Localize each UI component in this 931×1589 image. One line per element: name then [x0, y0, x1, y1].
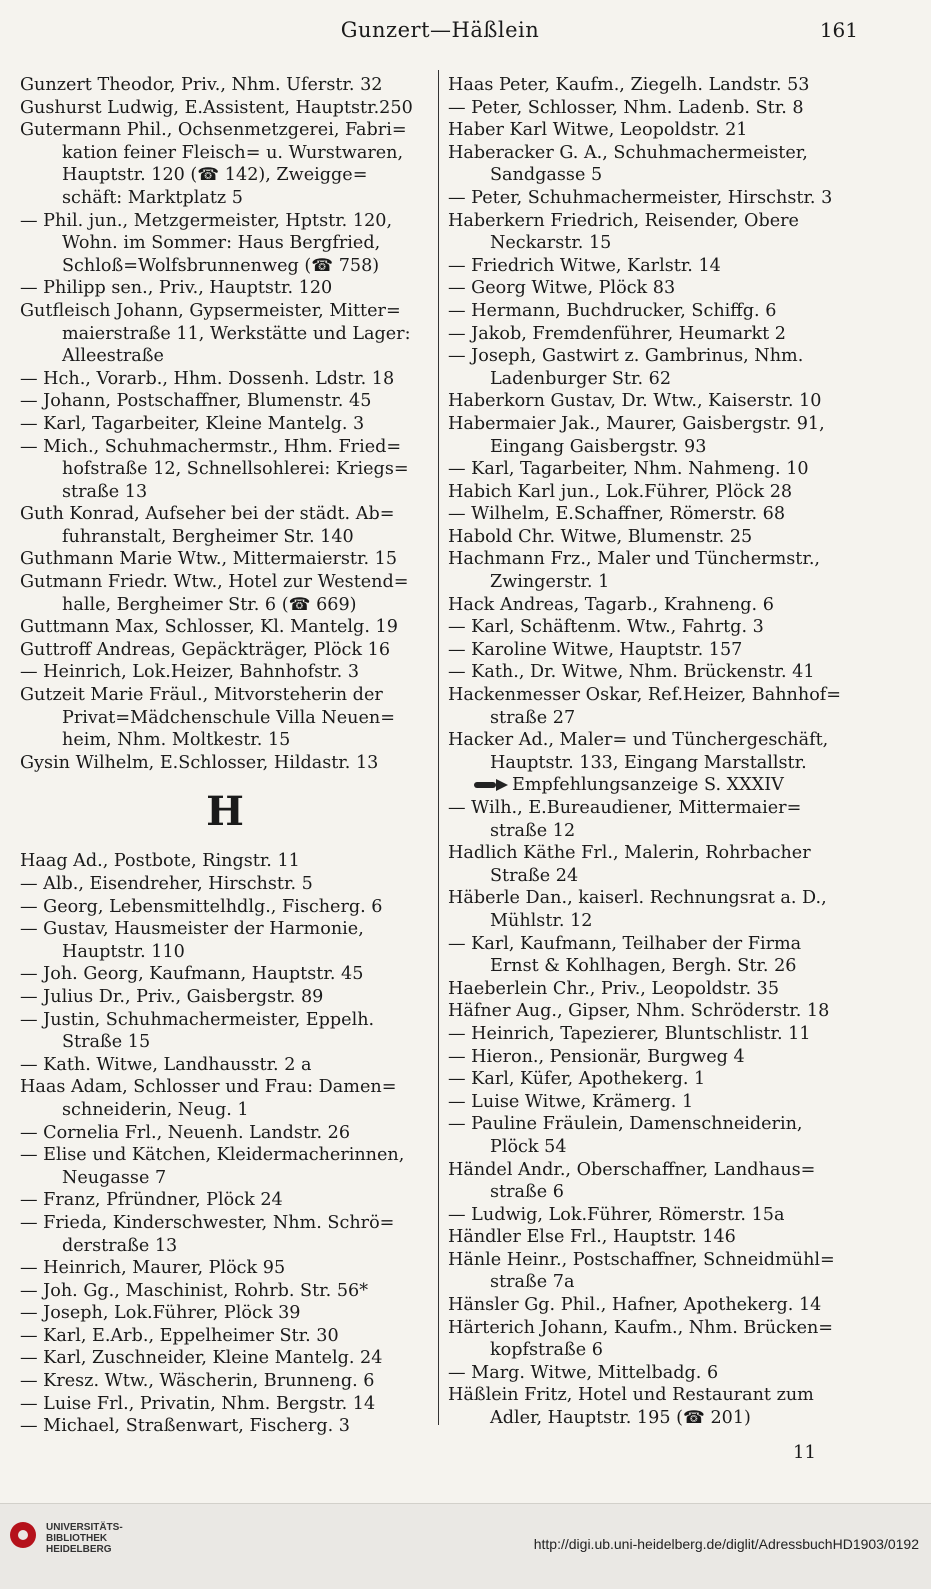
directory-entry: — Georg Witwe, Plöck 83: [448, 278, 676, 299]
directory-entry: — Gustav, Hausmeister der Harmonie,: [20, 919, 364, 940]
directory-entry: — Luise Frl., Privatin, Nhm. Bergstr. 14: [20, 1393, 376, 1414]
directory-entry: Haag Ad., Postbote, Ringstr. 11: [20, 851, 300, 872]
directory-entry: — Karl, Kaufmann, Teilhaber der Firma: [448, 933, 802, 954]
entry-continuation: Ladenburger Str. 62: [490, 368, 672, 389]
entry-continuation: Adler, Hauptstr. 195 (☎ 201): [490, 1408, 751, 1429]
entry-continuation: Neckarstr. 15: [490, 233, 612, 254]
directory-entry: Gutfleisch Johann, Gypsermeister, Mitter=: [20, 300, 401, 321]
pointing-hand-icon: [474, 779, 508, 791]
left-column: [20, 74, 430, 1438]
directory-entry: Händler Else Frl., Hauptstr. 146: [448, 1227, 736, 1248]
directory-entry: — Mich., Schuhmachermstr., Hhm. Fried=: [20, 436, 402, 457]
entry-continuation: Sandgasse 5: [490, 165, 603, 186]
directory-entry: — Kath., Dr. Witwe, Nhm. Brückenstr. 41: [448, 662, 815, 683]
entry-continuation: Neugasse 7: [62, 1167, 167, 1188]
directory-entry: Hadlich Käthe Frl., Malerin, Rohrbacher: [448, 843, 811, 864]
entry-continuation: hofstraße 12, Schnellsohlerei: Kriegs=: [62, 459, 409, 480]
directory-entry: — Joseph, Lok.Führer, Plöck 39: [20, 1303, 301, 1324]
entry-continuation: Hauptstr. 110: [62, 941, 185, 962]
entry-continuation: maierstraße 11, Werkstätte und Lager:: [62, 323, 411, 344]
directory-entry: Guth Konrad, Aufseher bei der städt. Ab=: [20, 504, 395, 525]
entry-continuation: straße 6: [490, 1182, 564, 1203]
directory-entry: — Wilh., E.Bureaudiener, Mittermaier=: [448, 798, 802, 818]
directory-entry: Hänle Heinr., Postschaffner, Schneidmühl=: [448, 1249, 835, 1270]
directory-entry: — Marg. Witwe, Mittelbadg. 6: [448, 1362, 719, 1383]
directory-entry: Haas Peter, Kaufm., Ziegelh. Landstr. 53: [448, 75, 810, 95]
directory-entry: Haberkern Friedrich, Reisender, Obere: [448, 210, 799, 231]
source-url-link[interactable]: http://digi.ub.uni-heidelberg.de/diglit/AdressbuchHD1903/0192: [533, 1536, 919, 1552]
directory-entry: — Hch., Vorarb., Hhm. Dossenh. Ldstr. 18: [20, 368, 395, 389]
entry-continuation: Straße 15: [62, 1032, 151, 1053]
directory-entry: Habermaier Jak., Maurer, Gaisbergstr. 91,: [448, 413, 825, 434]
entry-continuation: Plöck 54: [490, 1136, 567, 1157]
page-header: [22, 18, 858, 46]
directory-entry: Hackenmesser Oskar, Ref.Heizer, Bahnhof=: [448, 685, 842, 706]
directory-entry: — Kresz. Wtw., Wäscherin, Brunneng. 6: [20, 1371, 375, 1392]
entry-continuation: Straße 24: [490, 865, 579, 886]
page-title: Gunzert—Häßlein: [340, 18, 540, 42]
directory-entry: — Justin, Schuhmachermeister, Eppelh.: [20, 1009, 375, 1030]
directory-entry: — Karl, Schäftenm. Wtw., Fahrtg. 3: [448, 617, 764, 638]
directory-entry: — Heinrich, Maurer, Plöck 95: [20, 1258, 286, 1279]
directory-entry: Gutmann Friedr. Wtw., Hotel zur Westend=: [20, 572, 409, 593]
directory-entry: Guttroff Andreas, Gepäckträger, Plöck 16: [20, 639, 391, 660]
directory-entry: — Hermann, Buchdrucker, Schiffg. 6: [448, 300, 777, 321]
directory-entry: Hachmann Frz., Maler und Tünchermstr.,: [448, 549, 821, 570]
page-number: 161: [819, 18, 858, 42]
directory-entry: — Karoline Witwe, Hauptstr. 157: [448, 639, 743, 660]
entry-continuation: kation feiner Fleisch= u. Wurstwaren,: [62, 142, 404, 163]
directory-entry: — Johann, Postschaffner, Blumenstr. 45: [20, 391, 372, 412]
entry-continuation: halle, Bergheimer Str. 6 (☎ 669): [62, 594, 357, 615]
directory-entry: — Pauline Fräulein, Damenschneiderin,: [448, 1114, 803, 1135]
directory-entry: — Georg, Lebensmittelhdlg., Fischerg. 6: [20, 896, 383, 917]
directory-entry: — Friedrich Witwe, Karlstr. 14: [448, 255, 721, 276]
entry-continuation: Hauptstr. 133, Eingang Marstallstr.: [490, 752, 807, 773]
directory-entry: Gutermann Phil., Ochsenmetzgerei, Fabri=: [20, 120, 407, 141]
directory-entry: — Julius Dr., Priv., Gaisbergstr. 89: [20, 986, 324, 1007]
entry-continuation: Eingang Gaisbergstr. 93: [490, 436, 707, 457]
directory-entry: — Alb., Eisendreher, Hirschstr. 5: [20, 874, 313, 894]
column-divider: [438, 70, 439, 1425]
directory-entry: Haberacker G. A., Schuhmachermeister,: [448, 142, 808, 163]
entry-continuation: straße 13: [62, 481, 148, 502]
directory-entry: Häßlein Fritz, Hotel und Restaurant zum: [448, 1385, 814, 1406]
entry-continuation: schneiderin, Neug. 1: [62, 1099, 249, 1120]
directory-entry: Haas Adam, Schlosser und Frau: Damen=: [20, 1077, 397, 1098]
directory-entry: — Karl, Küfer, Apothekerg. 1: [448, 1069, 706, 1090]
entry-continuation: kopfstraße 6: [490, 1340, 603, 1361]
directory-entry: — Kath. Witwe, Landhausstr. 2 a: [20, 1054, 312, 1075]
directory-entry: — Elise und Kätchen, Kleidermacherinnen,: [20, 1145, 405, 1166]
directory-entry: — Joh. Georg, Kaufmann, Hauptstr. 45: [20, 964, 364, 985]
entry-continuation: Mühlstr. 12: [490, 910, 593, 931]
directory-entry: — Phil. jun., Metzgermeister, Hptstr. 120,: [20, 210, 393, 231]
directory-entry: Häberle Dan., kaiserl. Rechnungsrat a. D.,: [448, 888, 827, 909]
entry-continuation: fuhranstalt, Bergheimer Str. 140: [62, 526, 354, 547]
directory-entry: Hack Andreas, Tagarb., Krahneng. 6: [448, 594, 774, 615]
signature-mark: 11: [793, 1442, 816, 1463]
library-name-line: HEIDELBERG: [46, 1544, 112, 1555]
entry-continuation: Zwingerstr. 1: [490, 572, 610, 593]
directory-entry: Haeberlein Chr., Priv., Leopoldstr. 35: [448, 978, 780, 999]
directory-entry: — Wilhelm, E.Schaffner, Römerstr. 68: [448, 504, 786, 525]
directory-entry: — Karl, E.Arb., Eppelheimer Str. 30: [20, 1325, 339, 1346]
entry-continuation: Alleestraße: [62, 346, 164, 367]
library-name-line: UNIVERSITÄTS-: [46, 1522, 123, 1533]
directory-entry: Gunzert Theodor, Priv., Nhm. Uferstr. 32: [20, 75, 383, 95]
library-name-line: BIBLIOTHEK: [46, 1533, 108, 1544]
directory-entry: — Karl, Zuschneider, Kleine Mantelg. 24: [20, 1348, 383, 1369]
entry-continuation: straße 27: [490, 707, 576, 728]
advertisement-reference: Empfehlungsanzeige S. XXXIV: [448, 774, 868, 797]
entry-continuation: Wohn. im Sommer: Haus Bergfried,: [62, 233, 381, 254]
directory-entry: — Karl, Tagarbeiter, Nhm. Nahmeng. 10: [448, 459, 809, 480]
directory-entry: Haberkorn Gustav, Dr. Wtw., Kaiserstr. 10: [448, 391, 822, 412]
directory-entry: Händel Andr., Oberschaffner, Landhaus=: [448, 1159, 816, 1180]
directory-entry: Hänsler Gg. Phil., Hafner, Apothekerg. 14: [448, 1295, 822, 1316]
directory-entry: Häfner Aug., Gipser, Nhm. Schröderstr. 18: [448, 1001, 830, 1022]
directory-entry: — Heinrich, Lok.Heizer, Bahnhofstr. 3: [20, 662, 360, 683]
directory-entry: — Philipp sen., Priv., Hauptstr. 120: [20, 278, 333, 299]
directory-entry: — Luise Witwe, Krämerg. 1: [448, 1091, 694, 1112]
directory-entry: Guttmann Max, Schlosser, Kl. Mantelg. 19: [20, 617, 398, 638]
directory-entry: — Franz, Pfründner, Plöck 24: [20, 1190, 283, 1211]
entry-continuation: heim, Nhm. Moltkestr. 15: [62, 730, 291, 751]
right-column: [448, 74, 868, 1430]
directory-entry: Gushurst Ludwig, E.Assistent, Hauptstr.250: [20, 97, 413, 118]
directory-entry: — Frieda, Kinderschwester, Nhm. Schrö=: [20, 1212, 395, 1233]
directory-entry: — Jakob, Fremdenführer, Heumarkt 2: [448, 323, 786, 344]
directory-entry: — Joh. Gg., Maschinist, Rohrb. Str. 56*: [20, 1280, 369, 1301]
entry-continuation: Hauptstr. 120 (☎ 142), Zweigge=: [62, 165, 368, 186]
library-name: [46, 1522, 123, 1555]
directory-entry: Gutzeit Marie Fräul., Mitvorsteherin der: [20, 685, 383, 706]
directory-entry: — Joseph, Gastwirt z. Gambrinus, Nhm.: [448, 346, 804, 367]
library-logo-icon: [10, 1522, 36, 1548]
directory-entry: Haber Karl Witwe, Leopoldstr. 21: [448, 120, 748, 141]
entry-continuation: derstraße 13: [62, 1235, 178, 1256]
directory-entry: Gysin Wilhelm, E.Schlosser, Hildastr. 13: [20, 752, 379, 773]
directory-entry: — Karl, Tagarbeiter, Kleine Mantelg. 3: [20, 413, 365, 434]
entry-continuation: Schloß=Wolfsbrunnenweg (☎ 758): [62, 255, 380, 276]
directory-entry: — Michael, Straßenwart, Fischerg. 3: [20, 1416, 350, 1437]
directory-entry: — Heinrich, Tapezierer, Bluntschlistr. 11: [448, 1023, 811, 1044]
directory-entry: — Peter, Schuhmachermeister, Hirschstr. 3: [448, 187, 833, 208]
entry-continuation: straße 7a: [490, 1272, 575, 1293]
directory-entry: Guthmann Marie Wtw., Mittermaierstr. 15: [20, 549, 398, 570]
entry-continuation: schäft: Marktplatz 5: [62, 187, 243, 208]
directory-entry: — Peter, Schlosser, Nhm. Ladenb. Str. 8: [448, 97, 804, 118]
directory-entry: — Ludwig, Lok.Führer, Römerstr. 15a: [448, 1204, 785, 1225]
entry-continuation: straße 12: [490, 820, 576, 841]
directory-entry: Habold Chr. Witwe, Blumenstr. 25: [448, 526, 753, 547]
entry-continuation: Privat=Mädchenschule Villa Neuen=: [62, 707, 395, 728]
directory-entry: — Hieron., Pensionär, Burgweg 4: [448, 1046, 745, 1067]
directory-entry: Hacker Ad., Maler= und Tünchergeschäft,: [448, 730, 829, 751]
entry-continuation: Ernst & Kohlhagen, Bergh. Str. 26: [490, 956, 797, 977]
viewer-footer: [0, 1503, 931, 1589]
section-letter: H: [206, 788, 244, 836]
directory-entry: Habich Karl jun., Lok.Führer, Plöck 28: [448, 481, 793, 502]
directory-entry: Härterich Johann, Kaufm., Nhm. Brücken=: [448, 1317, 834, 1338]
directory-entry: — Cornelia Frl., Neuenh. Landstr. 26: [20, 1122, 351, 1143]
